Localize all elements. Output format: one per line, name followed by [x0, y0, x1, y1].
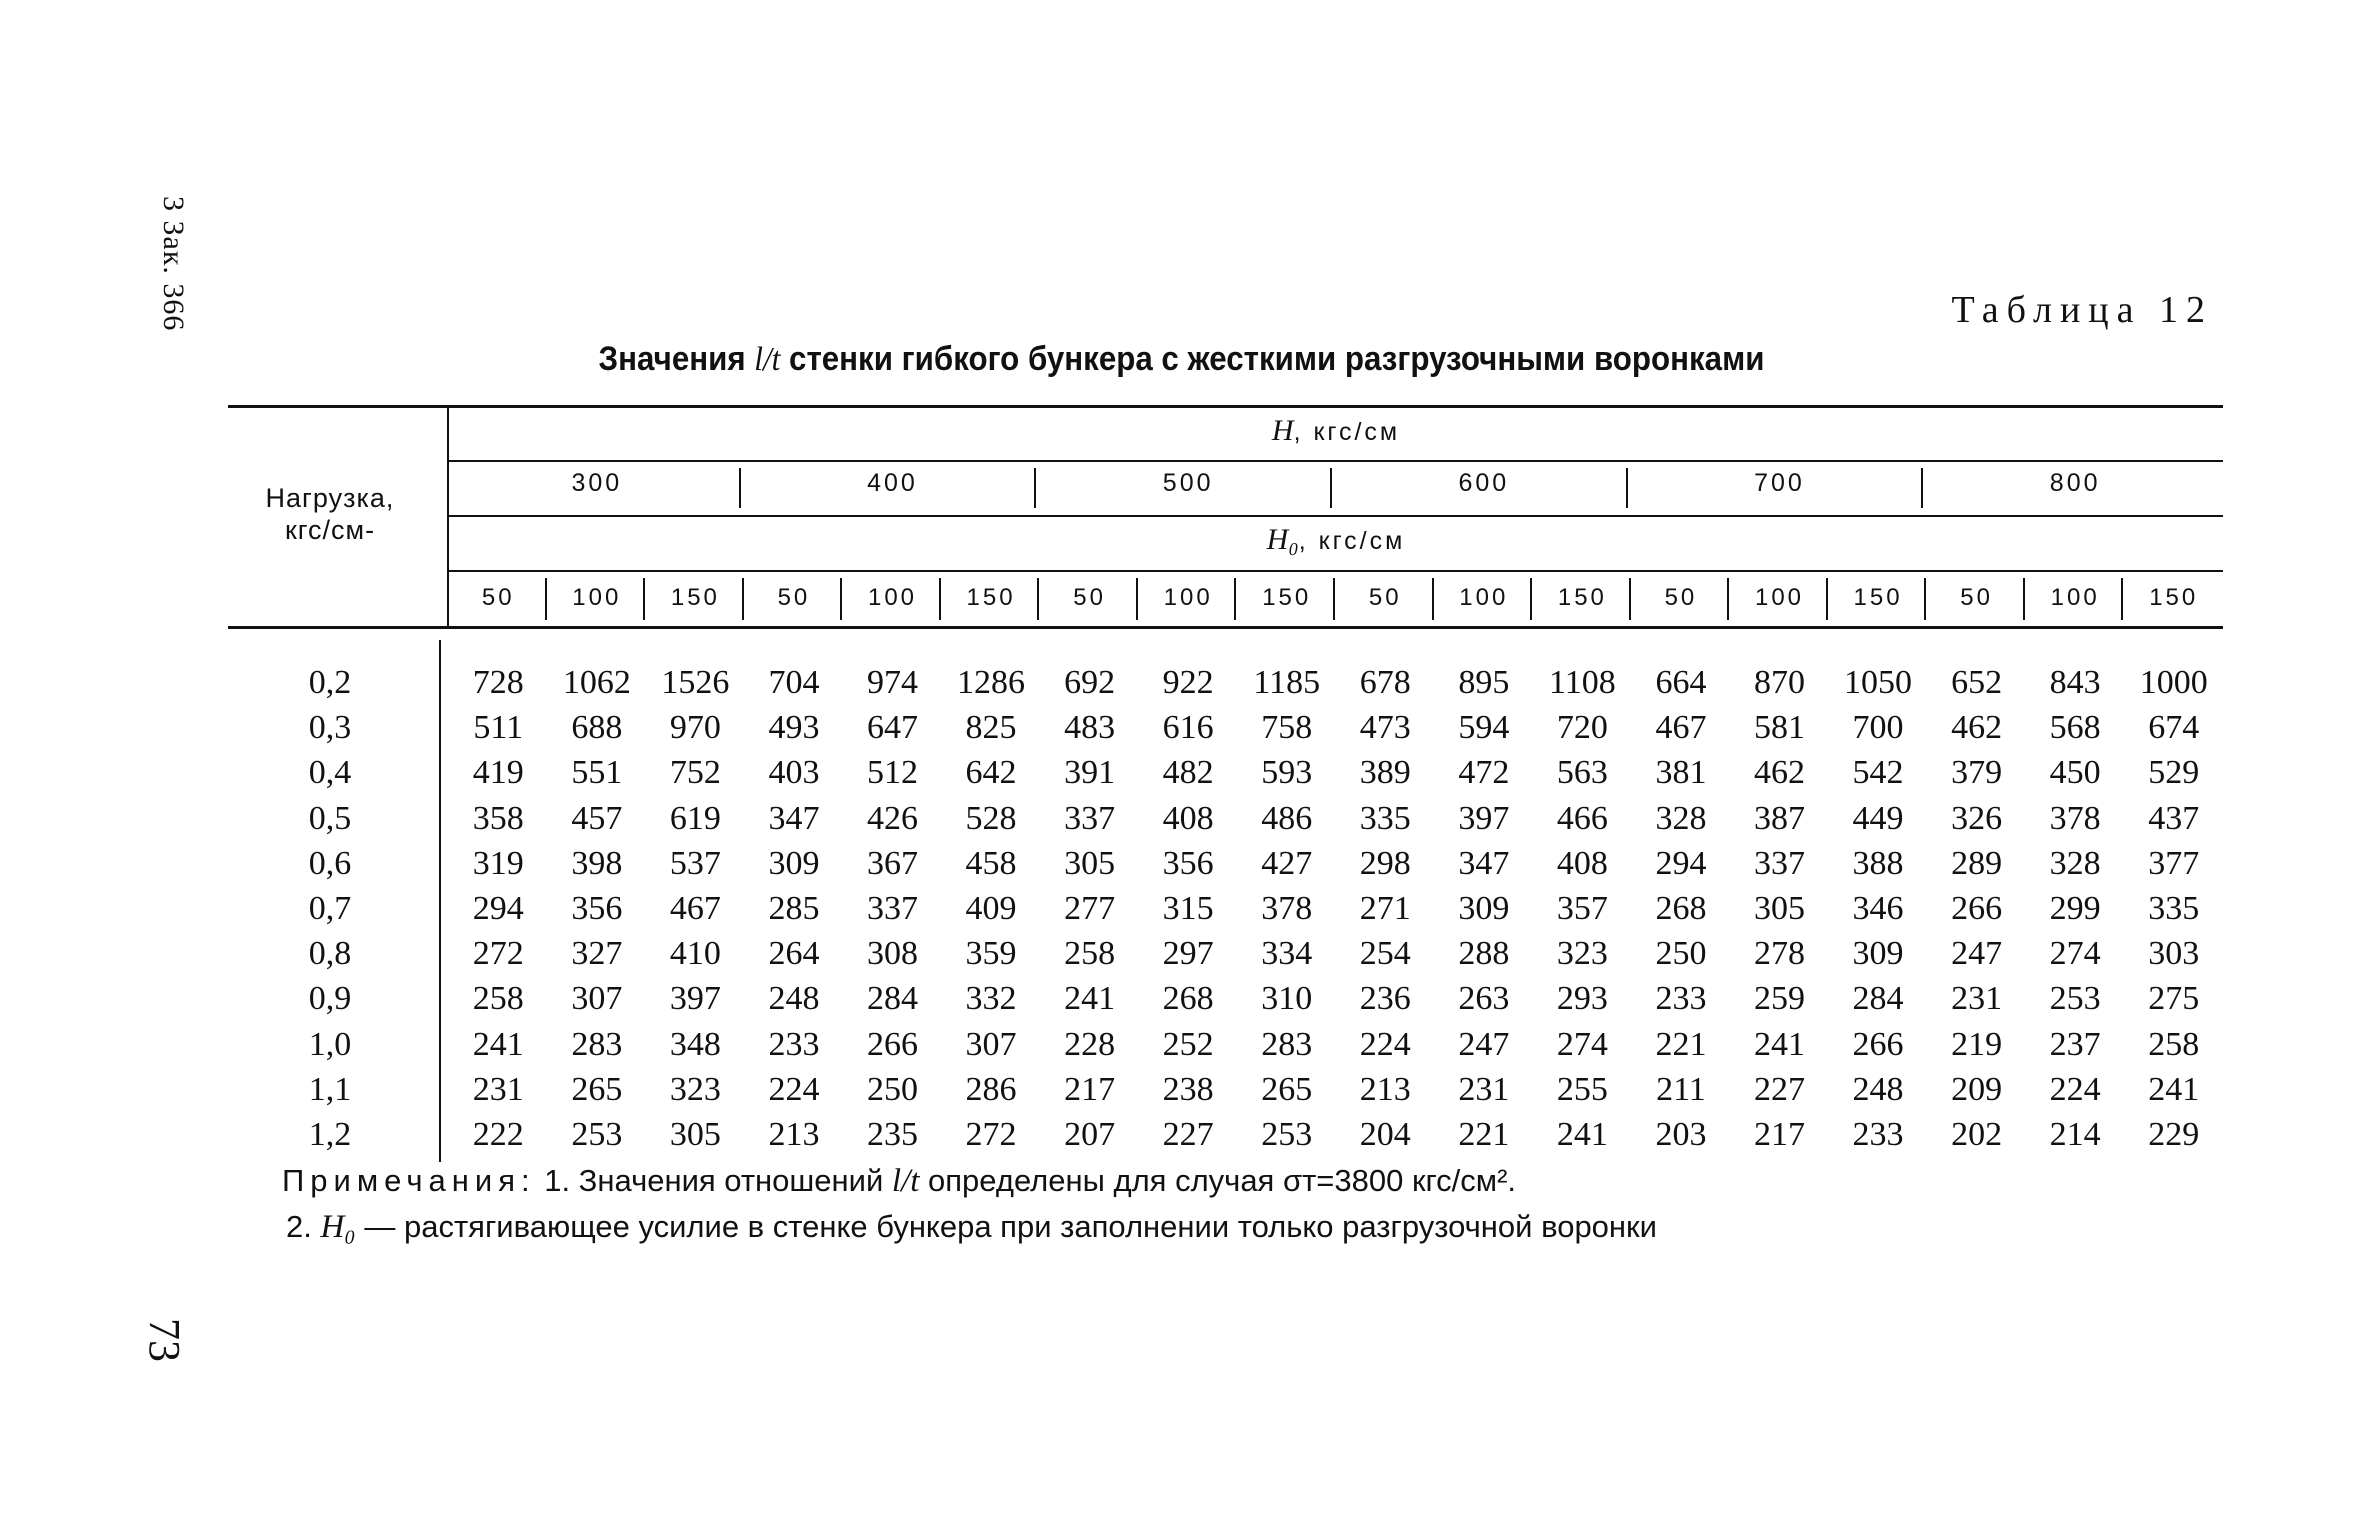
table-cell: 346 [1852, 890, 1904, 927]
h-value-600: 600 [1458, 469, 1510, 497]
table-cell: 457 [571, 799, 623, 837]
table-cell: 529 [2148, 754, 2200, 792]
h-unit: , кгс/см [1293, 418, 1401, 446]
table-cell: 272 [965, 1116, 1017, 1153]
table-cell: 298 [1359, 844, 1411, 882]
side-note: 3 Зак. 366 [157, 196, 190, 332]
h-values-under-rule [449, 515, 2223, 517]
table-cell: 458 [965, 844, 1017, 882]
table-cell: 264 [768, 935, 820, 973]
table-cell: 274 [1556, 1025, 1608, 1063]
h0-value-cell: 50 [1073, 584, 1106, 611]
table-cell: 285 [768, 890, 820, 927]
table-row [0, 664, 2363, 709]
table-cell: 268 [1655, 890, 1707, 927]
table-cell: 266 [867, 1025, 918, 1063]
table-cell: 248 [768, 980, 820, 1018]
table-cell: 235 [867, 1116, 918, 1153]
header-bottom-rule [228, 626, 2223, 629]
note-1 [282, 1158, 1657, 1204]
note2-symbol: H₀ [320, 1209, 356, 1245]
table-cell: 283 [571, 1025, 623, 1063]
table-cell: 204 [1359, 1116, 1411, 1153]
table-cell: 391 [1064, 754, 1116, 792]
h0-value-cell: 50 [481, 584, 515, 611]
h0-value-cell: 100 [1163, 584, 1213, 611]
table-cell: 426 [867, 799, 918, 837]
table-cell: 307 [571, 980, 623, 1018]
load-label: Нагрузка, [265, 483, 395, 513]
table-cell: 388 [1852, 844, 1904, 882]
note1-text-b: определены для случая σт=3800 кгс/см². [919, 1163, 1517, 1198]
table-label: Таблица 12 [1951, 289, 2213, 331]
table-row [0, 800, 2363, 845]
table-cell: 450 [2049, 754, 2101, 792]
table-cell: 1526 [661, 664, 730, 701]
table-cell: 367 [867, 844, 918, 882]
table-cell: 825 [965, 709, 1017, 747]
table-cell: 678 [1359, 664, 1411, 701]
table-cell: 467 [1655, 709, 1707, 747]
table-cell: 335 [2148, 890, 2200, 927]
table-cell: 247 [1951, 935, 2003, 973]
table-cell: 512 [867, 754, 918, 792]
h0-value-cell: 150 [670, 584, 720, 611]
load-value: 0,7 [308, 890, 352, 927]
h0-header [449, 523, 2223, 557]
table-cell: 211 [1656, 1070, 1706, 1108]
table-cell: 528 [965, 799, 1017, 837]
table-cell: 233 [768, 1025, 820, 1063]
table-cell: 408 [1162, 799, 1214, 837]
table-cell: 258 [2148, 1025, 2200, 1063]
table-cell: 377 [2148, 844, 2200, 882]
title-after: стенки гибкого бункера с жесткими разгрузочными воронками [780, 340, 1765, 378]
title-symbol: l/t [754, 341, 781, 378]
table-cell: 227 [1754, 1070, 1805, 1108]
table-cell: 462 [1754, 754, 1805, 792]
load-value: 0,4 [308, 754, 352, 792]
table-cell: 231 [1951, 980, 2003, 1018]
table-row [0, 980, 2363, 1025]
h-value-700: 700 [1754, 469, 1805, 497]
table-cell: 229 [2148, 1116, 2200, 1153]
h0-value-cell: 50 [1368, 584, 1402, 611]
table-cell: 616 [1162, 709, 1214, 747]
h0-value-cell: 100 [1459, 584, 1509, 611]
table-cell: 419 [472, 754, 524, 792]
table-cell: 537 [669, 844, 721, 882]
table-cell: 337 [1754, 844, 1805, 882]
table-cell: 568 [2049, 709, 2101, 747]
table-cell: 581 [1754, 709, 1805, 747]
notes-label: Примечания: [282, 1163, 536, 1198]
table-cell: 258 [1064, 935, 1116, 973]
table-cell: 217 [1754, 1116, 1805, 1153]
table-cell: 241 [472, 1025, 524, 1063]
h-header [449, 414, 2223, 448]
table-cell: 563 [1556, 754, 1608, 792]
table-cell: 720 [1556, 709, 1608, 747]
table-cell: 303 [2148, 935, 2200, 973]
table-cell: 308 [867, 935, 918, 973]
table-cell: 357 [1556, 890, 1608, 927]
h-under-rule [449, 460, 2223, 462]
table-cell: 309 [1458, 890, 1510, 927]
table-cell: 674 [2148, 709, 2200, 747]
table-cell: 593 [1261, 754, 1313, 792]
table-cell: 255 [1556, 1070, 1608, 1108]
table-cell: 259 [1754, 980, 1805, 1018]
table-cell: 241 [2148, 1070, 2200, 1108]
table-cell: 1286 [957, 664, 1026, 701]
table-cell: 378 [2049, 799, 2101, 837]
table-cell: 241 [1064, 980, 1116, 1018]
table-cell: 483 [1064, 709, 1116, 747]
h0-symbol: H₀ [1266, 523, 1299, 556]
table-cell: 233 [1655, 980, 1707, 1018]
table-cell: 398 [571, 844, 623, 882]
table-cell: 252 [1162, 1025, 1214, 1063]
table-cell: 437 [2148, 799, 2200, 837]
table-cell: 221 [1458, 1116, 1510, 1153]
h0-value-cell: 100 [572, 584, 622, 611]
table-cell: 337 [1064, 799, 1116, 837]
table-cell: 688 [571, 709, 623, 747]
table-cell: 224 [768, 1070, 820, 1108]
table-cell: 284 [1852, 980, 1904, 1018]
table-cell: 473 [1359, 709, 1411, 747]
table-cell: 843 [2049, 664, 2101, 701]
table-cell: 277 [1064, 890, 1116, 927]
table-cell: 410 [669, 935, 721, 973]
h0-value-cell: 50 [777, 584, 811, 611]
table-cell: 1185 [1253, 664, 1321, 701]
table-cell: 271 [1359, 890, 1411, 927]
h-symbol: H [1271, 414, 1294, 447]
table-cell: 272 [472, 935, 524, 973]
table-cell: 319 [472, 844, 524, 882]
h0-value-cell: 150 [2149, 584, 2199, 611]
table-cell: 221 [1655, 1025, 1707, 1063]
note2-text: — растягивающее усилие в стенке бункера при заполнении только разгрузочной воронки [355, 1209, 1657, 1244]
table-cell: 974 [867, 664, 918, 701]
load-unit: кгс/см- [284, 515, 376, 545]
page-number: 73 [140, 1318, 189, 1362]
table-cell: 305 [1754, 890, 1805, 927]
table-cell: 236 [1359, 980, 1411, 1018]
h-value-500: 500 [1162, 469, 1214, 497]
table-cell: 248 [1852, 1070, 1904, 1108]
table-cell: 250 [1655, 935, 1707, 973]
table-cell: 427 [1261, 844, 1313, 882]
table-cell: 241 [1556, 1116, 1608, 1153]
load-value: 1,0 [308, 1025, 352, 1063]
table-cell: 328 [2049, 844, 2101, 882]
table-cell: 217 [1064, 1070, 1116, 1108]
table-cell: 265 [571, 1070, 623, 1108]
table-cell: 482 [1162, 754, 1214, 792]
table-row [0, 1026, 2363, 1071]
table-cell: 409 [965, 890, 1017, 927]
table-notes [282, 1158, 1657, 1250]
table-cell: 381 [1655, 754, 1707, 792]
table-cell: 462 [1951, 709, 2003, 747]
table-cell: 700 [1852, 709, 1904, 747]
table-cell: 323 [669, 1070, 721, 1108]
table-cell: 347 [768, 799, 820, 837]
h0-unit: , кгс/см [1298, 527, 1406, 555]
table-cell: 337 [867, 890, 918, 927]
table-cell: 652 [1951, 664, 2003, 701]
table-cell: 486 [1261, 799, 1313, 837]
h0-value-cell: 150 [1853, 584, 1903, 611]
load-value: 0,5 [308, 799, 352, 837]
table-cell: 238 [1162, 1070, 1214, 1108]
table-cell: 378 [1261, 890, 1313, 927]
table-row [0, 1116, 2363, 1161]
table-cell: 379 [1951, 754, 2003, 792]
table-cell: 213 [1359, 1070, 1411, 1108]
table-cell: 207 [1064, 1116, 1116, 1153]
table-cell: 397 [1458, 799, 1510, 837]
table-cell: 642 [965, 754, 1017, 792]
table-cell: 209 [1951, 1070, 2003, 1108]
table-cell: 356 [571, 890, 623, 927]
table-cell: 758 [1261, 709, 1313, 747]
table-cell: 214 [2049, 1116, 2101, 1153]
table-cell: 493 [768, 709, 820, 747]
table-cell: 335 [1359, 799, 1411, 837]
table-cell: 247 [1458, 1025, 1510, 1063]
table-cell: 237 [2049, 1025, 2101, 1063]
table-cell: 870 [1754, 664, 1805, 701]
table-cell: 305 [669, 1116, 721, 1153]
h0-value-cell: 150 [1557, 584, 1607, 611]
table-cell: 551 [571, 754, 623, 792]
table-cell: 293 [1556, 980, 1608, 1018]
table-cell: 309 [768, 844, 820, 882]
table-cell: 359 [965, 935, 1017, 973]
table-cell: 231 [472, 1070, 524, 1108]
h0-value-cell: 50 [1664, 584, 1698, 611]
table-cell: 266 [1951, 890, 2003, 927]
table-cell: 664 [1655, 664, 1707, 701]
table-cell: 387 [1754, 799, 1805, 837]
table-cell: 895 [1458, 664, 1510, 701]
h0-value-cell: 150 [966, 584, 1016, 611]
table-cell: 274 [2049, 935, 2101, 973]
load-value: 0,6 [308, 844, 352, 882]
table-cell: 327 [571, 935, 623, 973]
note1-text-a: 1. Значения отношений [535, 1163, 892, 1198]
table-cell: 278 [1754, 935, 1805, 973]
table-top-rule [228, 405, 2223, 408]
table-row [0, 709, 2363, 754]
table-cell: 241 [1754, 1025, 1805, 1063]
h0-value-cell: 150 [1262, 584, 1312, 611]
table-cell: 728 [472, 664, 524, 701]
table-cell: 294 [472, 890, 524, 927]
load-value: 0,9 [308, 980, 352, 1018]
table-cell: 297 [1162, 935, 1214, 973]
table-cell: 263 [1458, 980, 1510, 1018]
table-cell: 328 [1655, 799, 1707, 837]
table-cell: 266 [1852, 1025, 1904, 1063]
table-cell: 213 [768, 1116, 820, 1153]
table-cell: 228 [1064, 1025, 1116, 1063]
table-title [95, 340, 2269, 379]
h0-under-rule [449, 570, 2223, 572]
table-cell: 258 [472, 980, 524, 1018]
table-cell: 466 [1556, 799, 1608, 837]
h-value-800: 800 [2049, 469, 2101, 497]
table-cell: 542 [1852, 754, 1904, 792]
table-cell: 752 [669, 754, 721, 792]
table-cell: 347 [1458, 844, 1510, 882]
table-cell: 289 [1951, 844, 2003, 882]
table-cell: 202 [1951, 1116, 2003, 1153]
table-cell: 315 [1162, 890, 1214, 927]
table-cell: 692 [1064, 664, 1116, 701]
table-cell: 224 [1359, 1025, 1411, 1063]
table-cell: 449 [1852, 799, 1904, 837]
table-cell: 358 [472, 799, 524, 837]
note-2 [282, 1204, 1657, 1250]
table-cell: 203 [1655, 1116, 1707, 1153]
table-cell: 309 [1852, 935, 1904, 973]
table-cell: 397 [669, 980, 721, 1018]
table-row [0, 935, 2363, 980]
table-cell: 253 [571, 1116, 623, 1153]
table-cell: 310 [1261, 980, 1313, 1018]
table-cell: 1050 [1844, 664, 1913, 701]
table-cell: 408 [1556, 844, 1608, 882]
table-cell: 265 [1261, 1070, 1313, 1108]
table-cell: 253 [2049, 980, 2101, 1018]
table-cell: 356 [1162, 844, 1214, 882]
h-value-400: 400 [867, 469, 918, 497]
table-cell: 253 [1261, 1116, 1313, 1153]
table-cell: 294 [1655, 844, 1707, 882]
table-cell: 268 [1162, 980, 1214, 1018]
table-row [0, 845, 2363, 890]
table-cell: 334 [1261, 935, 1313, 973]
table-cell: 275 [2148, 980, 2200, 1018]
table-cell: 1108 [1549, 664, 1616, 701]
table-cell: 472 [1458, 754, 1510, 792]
h0-value-cell: 50 [1960, 584, 1993, 611]
table-cell: 511 [473, 709, 524, 747]
table-row [0, 1071, 2363, 1116]
table-cell: 233 [1852, 1116, 1904, 1153]
table-cell: 467 [669, 890, 721, 927]
table-row [0, 754, 2363, 799]
table-cell: 403 [768, 754, 820, 792]
note2-number: 2. [286, 1209, 321, 1244]
table-cell: 250 [867, 1070, 918, 1108]
note1-symbol: l/t [891, 1163, 920, 1199]
table-cell: 647 [867, 709, 918, 747]
table-cell: 227 [1162, 1116, 1214, 1153]
load-value: 0,2 [308, 664, 352, 701]
table-cell: 1062 [562, 664, 631, 701]
load-value: 1,1 [308, 1070, 352, 1108]
table-cell: 307 [965, 1025, 1017, 1063]
h0-value-cell: 100 [1754, 584, 1805, 611]
table-cell: 704 [768, 664, 820, 701]
table-cell: 254 [1359, 935, 1411, 973]
table-cell: 389 [1359, 754, 1411, 792]
table-cell: 922 [1162, 664, 1214, 701]
h0-value-cell: 100 [867, 584, 918, 611]
table-cell: 284 [867, 980, 918, 1018]
table-cell: 594 [1458, 709, 1510, 747]
table-cell: 332 [965, 980, 1017, 1018]
table-cell: 323 [1556, 935, 1608, 973]
h0-value-cell: 100 [2050, 584, 2100, 611]
title-before: Значения [598, 340, 755, 378]
table-cell: 305 [1064, 844, 1116, 882]
table-cell: 288 [1458, 935, 1510, 973]
table-cell: 231 [1458, 1070, 1510, 1108]
table-cell: 222 [472, 1116, 524, 1153]
load-value: 0,3 [308, 709, 352, 747]
table-cell: 348 [669, 1025, 721, 1063]
table-cell: 283 [1261, 1025, 1313, 1063]
table-cell: 219 [1951, 1025, 2003, 1063]
load-value: 0,8 [308, 935, 352, 973]
table-cell: 224 [2049, 1070, 2101, 1108]
load-column-header [240, 482, 420, 546]
h-value-300: 300 [571, 469, 623, 497]
table-cell: 619 [669, 799, 721, 837]
table-cell: 326 [1951, 799, 2003, 837]
table-row [0, 890, 2363, 935]
load-value: 1,2 [308, 1116, 352, 1153]
table-cell: 970 [669, 709, 721, 747]
table-cell: 1000 [2139, 664, 2208, 701]
table-cell: 286 [965, 1070, 1017, 1108]
table-cell: 299 [2049, 890, 2101, 927]
